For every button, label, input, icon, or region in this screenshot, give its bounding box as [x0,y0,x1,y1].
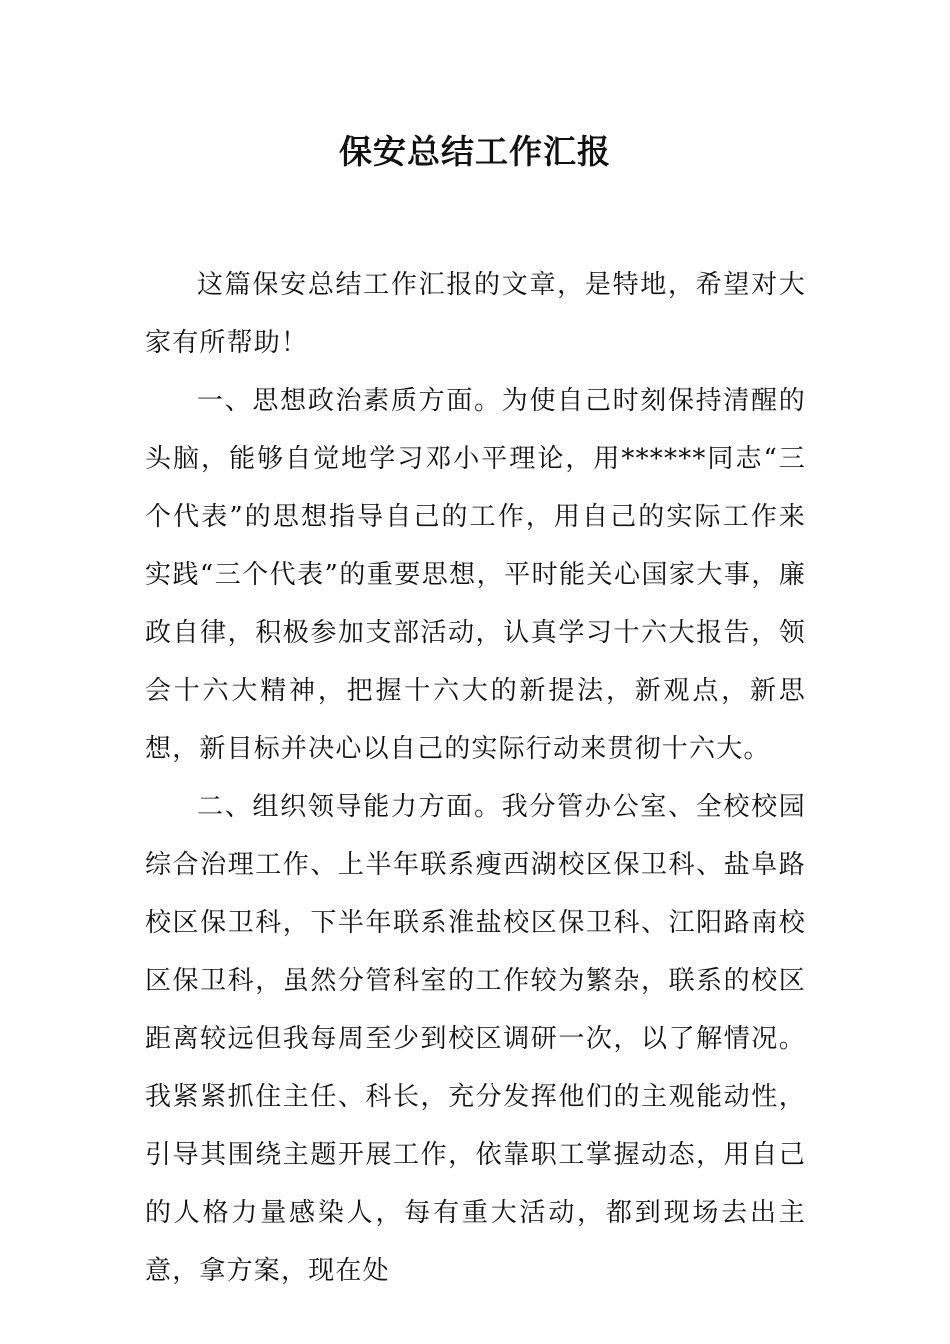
document-body [145,256,806,1300]
paragraph-leadership-ability: 二、组织领导能力方面。我分管办公室、全校校园综合治理工作、上半年联系瘦西湖校区保卫科、盐阜路校区保卫科，下半年联系淮盐校区保卫科、江阳路南校区保卫科，虽然分管科室的工作较为繁杂，联系的校区距离较远但我每周至少到校区调研一次，以了解情况。我紧紧抓住主任、科长，充分发挥他们的主观能动性，引导其围绕主题开展工作，依靠职工掌握动态，用自己的人格力量感染人，每有重大活动，都到现场去出主意，拿方案，现在处 [145,792,806,1286]
document-title: 保安总结工作汇报 [339,132,611,171]
intro-paragraph: 这篇保安总结工作汇报的文章，是特地，希望对大家有所帮助！ [145,270,806,358]
paragraph-political-quality: 一、思想政治素质方面。为使自己时刻保持清醒的头脑，能够自觉地学习邓小平理论，用******同志“三个代表”的思想指导自己的工作，用自己的实际工作来实践“三个代表”的重要思想，平时能关心国家大事，廉政自律，积极参加支部活动，认真学习十六大报告，领会十六大精神，把握十六大的新提法，新观点，新思想，新目标并决心以自己的实际行动来贯彻十六大。 [145,386,806,764]
